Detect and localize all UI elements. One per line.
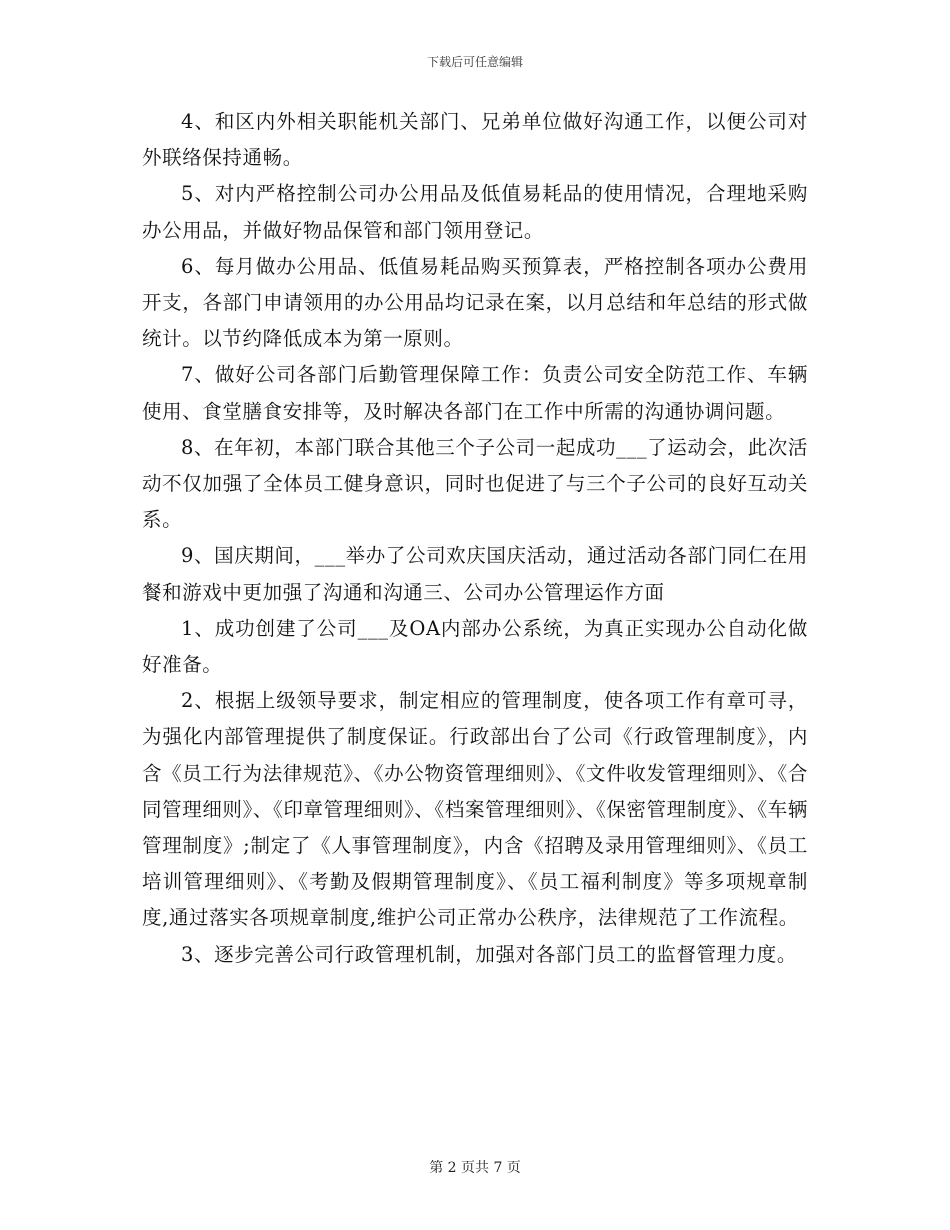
paragraph-item-6: 6、每月做办公用品、低值易耗品购买预算表，严格控制各项办公费用开支，各部门申请领用的办公用品均记录在案，以月总结和年总结的形式做统计。以节约降低成本为第一原则。: [142, 254, 808, 351]
paragraph-item-4: 4、和区内外相关职能机关部门、兄弟单位做好沟通工作，以便公司对外联络保持通畅。: [142, 110, 808, 170]
paragraph-section3-item-2: 2、根据上级领导要求，制定相应的管理制度，使各项工作有章可寻，为强化内部管理提供了制度保证。行政部出台了公司《行政管理制度》，内含《员工行为法律规范》、《办公物资管理细则》、《文件收发管理细则》、《合同管理细则》、《印章管理细则》、《档案管理细则》、《保密管理制度》、《车辆管理制度》;制定了《人事管理制度》，内含《招聘及录用管理细则》、《员工培训管理细则》、《考勤及假期管理制度》、《员工福利制度》等多项规章制度,通过落实各项规章制度,维护公司正常办公秩序，法律规范了工作流程。: [142, 689, 808, 930]
paragraph-item-8: 8、在年初，本部门联合其他三个子公司一起成功___了运动会，此次活动不仅加强了全体员工健身意识，同时也促进了与三个子公司的良好互动关系。: [142, 435, 808, 532]
paragraph-section3-item-1: 1、成功创建了公司___及OA内部办公系统，为真正实现办公自动化做好准备。: [142, 616, 808, 677]
page-number-footer: 第 2 页共 7 页: [429, 1160, 521, 1176]
paragraph-item-9: 9、国庆期间，___举办了公司欢庆国庆活动，通过活动各部门同仁在用餐和游戏中更加强了沟通和沟通三、公司办公管理运作方面: [142, 544, 808, 604]
document-body: [142, 104, 808, 973]
paragraph-item-7: 7、做好公司各部门后勤管理保障工作：负责公司安全防范工作、车辆使用、食堂膳食安排等，及时解决各部门在工作中所需的沟通协调问题。: [142, 363, 808, 423]
paragraph-section3-item-3: 3、逐步完善公司行政管理机制，加强对各部门员工的监督管理力度。: [181, 942, 798, 966]
page-header: 下载后可任意编辑: [426, 55, 523, 69]
paragraph-item-5: 5、对内严格控制公司办公用品及低值易耗品的使用情况，合理地采购办公用品，并做好物品保管和部门领用登记。: [142, 182, 808, 242]
